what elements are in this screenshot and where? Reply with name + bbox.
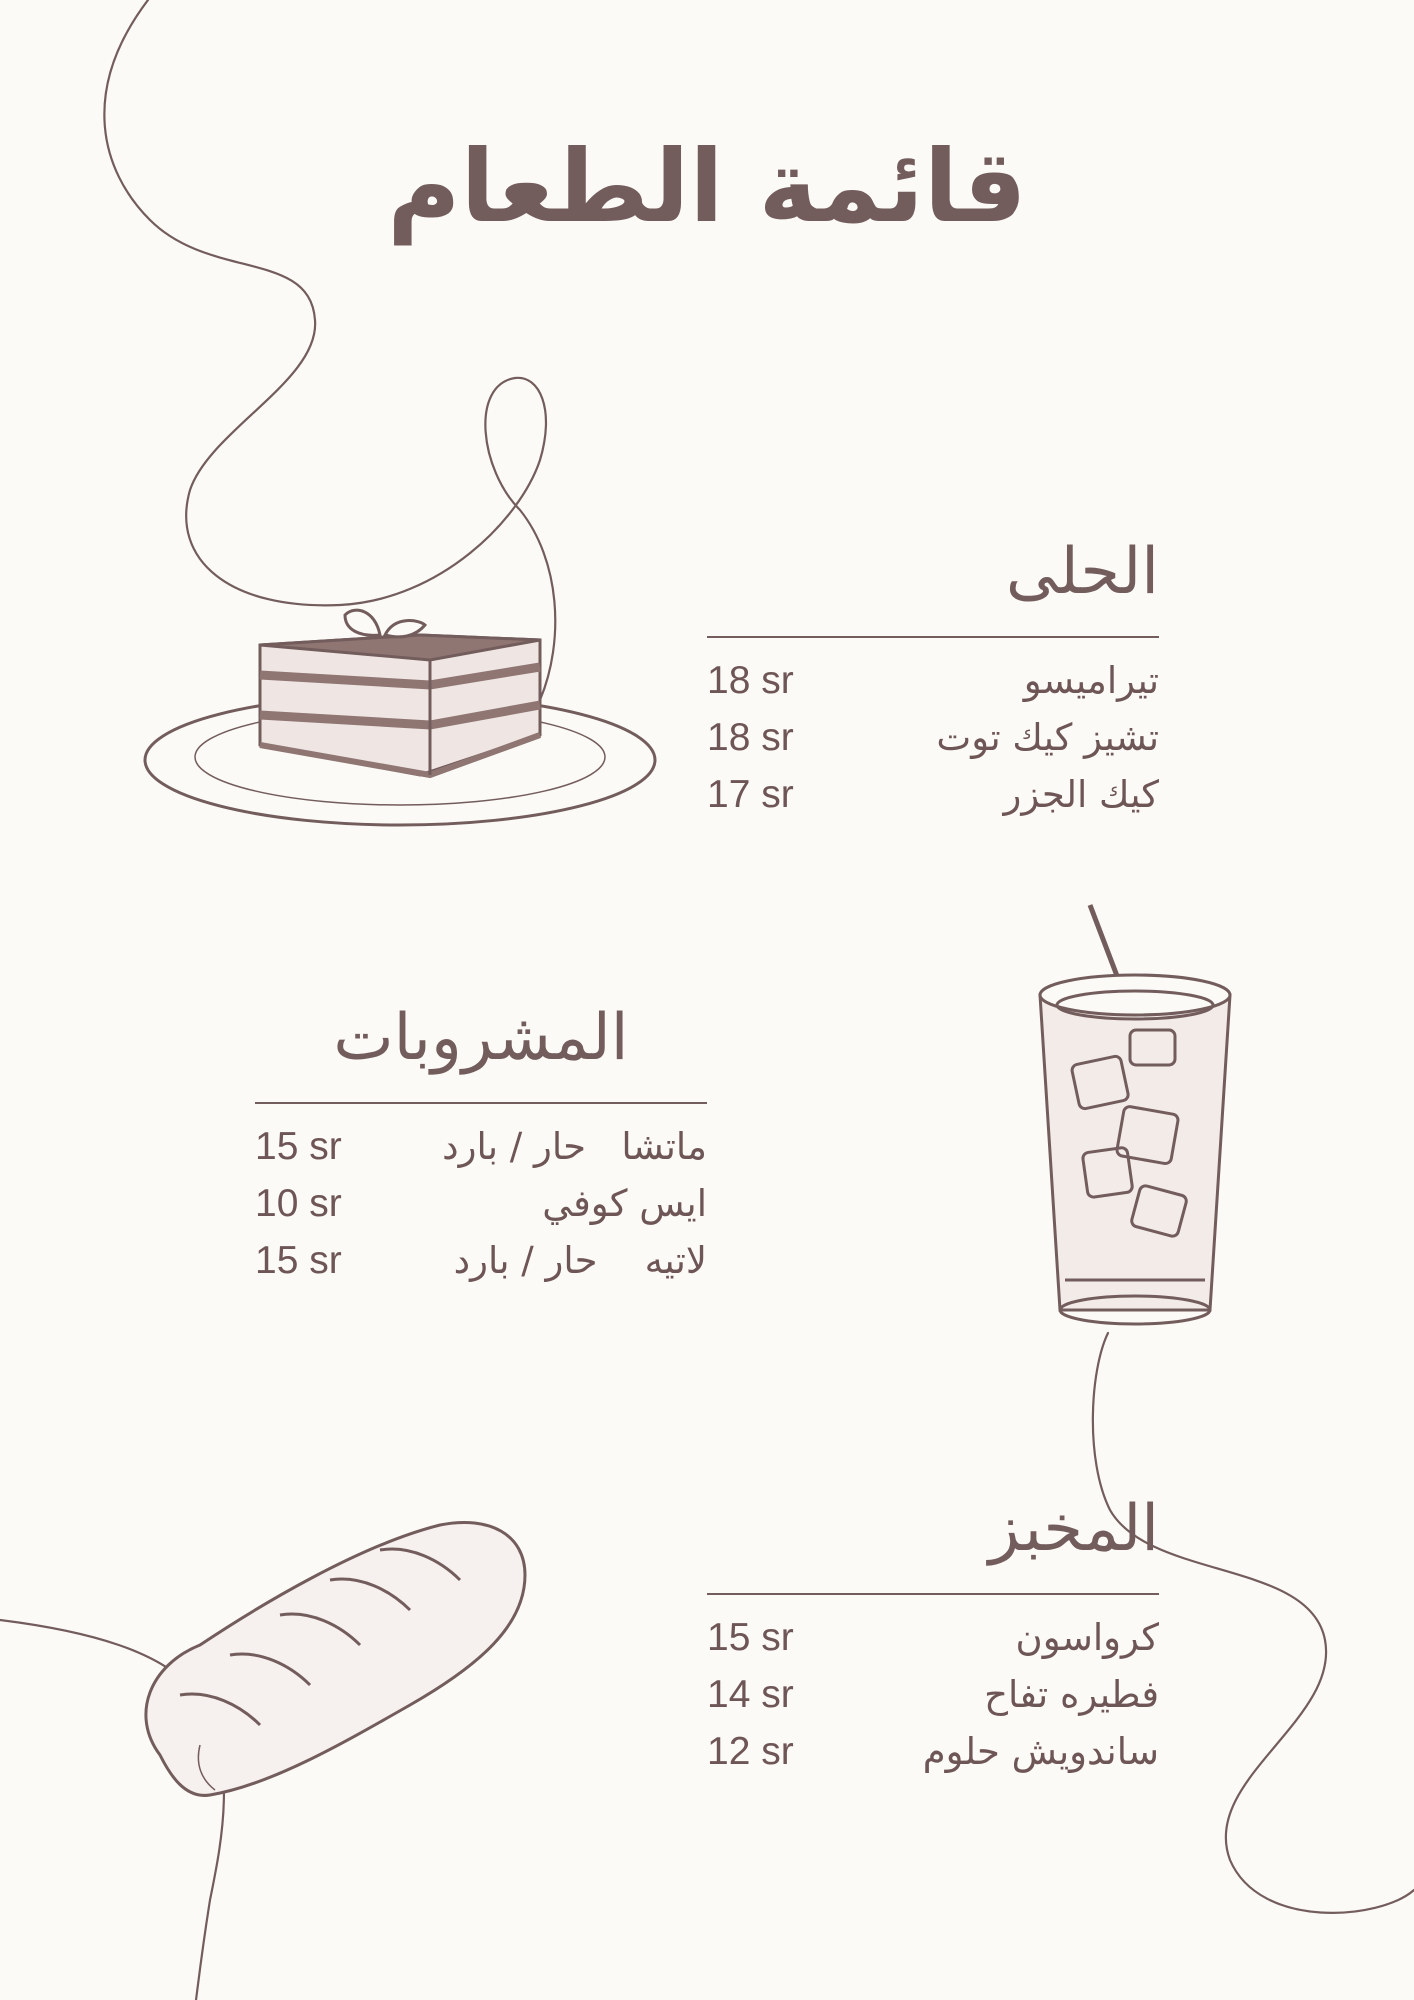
item-name: ماتشا حار / بارد bbox=[442, 1125, 707, 1168]
iced-drink-illustration bbox=[1035, 900, 1235, 1340]
drinks-title: المشروبات bbox=[255, 998, 707, 1104]
bakery-section bbox=[707, 1489, 1159, 1780]
item-price: 14 sr bbox=[707, 1672, 794, 1716]
item-name: فطيره تفاح bbox=[984, 1673, 1159, 1716]
item-name: ساندويش حلوم bbox=[922, 1730, 1159, 1773]
menu-item bbox=[707, 1609, 1159, 1666]
menu-item bbox=[255, 1232, 707, 1289]
item-price: 10 sr bbox=[255, 1181, 342, 1225]
tiramisu-cake-illustration bbox=[140, 575, 660, 835]
menu-item bbox=[255, 1118, 707, 1175]
bakery-title: المخبز bbox=[707, 1489, 1159, 1595]
item-price: 15 sr bbox=[255, 1238, 342, 1282]
desserts-section bbox=[707, 532, 1159, 823]
menu-item bbox=[707, 1723, 1159, 1780]
bread-loaf-illustration bbox=[140, 1515, 530, 1805]
item-price: 17 sr bbox=[707, 772, 794, 816]
menu-item bbox=[255, 1175, 707, 1232]
item-price: 18 sr bbox=[707, 658, 794, 702]
item-price: 18 sr bbox=[707, 715, 794, 759]
item-name: كرواسون bbox=[1015, 1616, 1159, 1659]
item-price: 15 sr bbox=[707, 1615, 794, 1659]
item-name: تيراميسو bbox=[1023, 659, 1159, 702]
desserts-title: الحلى bbox=[707, 532, 1159, 638]
menu-item bbox=[707, 1666, 1159, 1723]
item-name: لاتيه حار / بارد bbox=[453, 1239, 707, 1282]
menu-item bbox=[707, 766, 1159, 823]
item-name: ايس كوفي bbox=[542, 1182, 707, 1225]
item-price: 15 sr bbox=[255, 1124, 342, 1168]
drinks-section bbox=[255, 998, 707, 1289]
menu-item bbox=[707, 652, 1159, 709]
menu-item bbox=[707, 709, 1159, 766]
menu-title: قائمة الطعام bbox=[387, 128, 1027, 245]
item-price: 12 sr bbox=[707, 1729, 794, 1773]
item-name: كيك الجزر bbox=[1003, 773, 1159, 816]
item-name: تشيز كيك توت bbox=[936, 716, 1159, 759]
